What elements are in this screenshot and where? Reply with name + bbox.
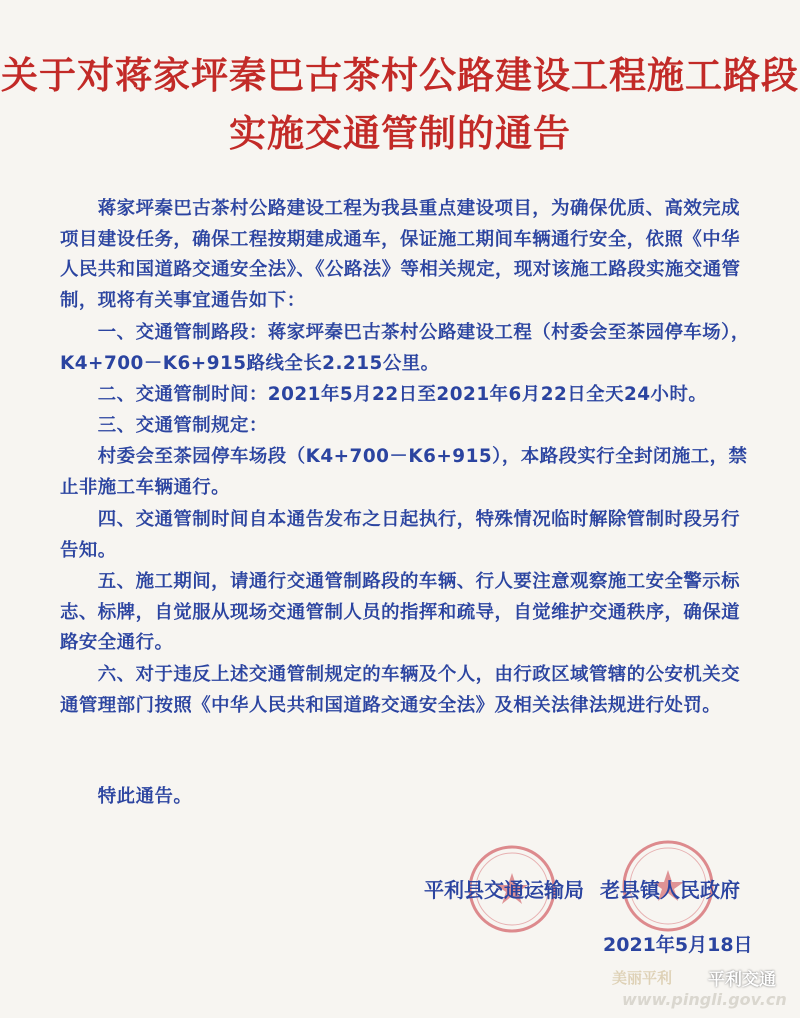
watermark-url: www.pingli.gov.cn [622, 990, 787, 1009]
item4-paragraph: 四、交通管制时间自本通告发布之日起执行，特殊情况临时解除管制时段另行告知。 [60, 509, 741, 561]
signer-transport-bureau: 平利县交通运输局 [424, 878, 584, 902]
page-title-line1: 关于对蒋家坪秦巴古茶村公路建设工程施工路段 [1, 54, 799, 97]
page-title-line2: 实施交通管制的通告 [229, 112, 571, 155]
item5-paragraph: 五、施工期间，请通行交通管制路段的车辆、行人要注意观察施工安全警示标志、标牌，自觉服从现场交通管制人员的指挥和疏导，自觉维护交通秩序，确保道路安全通行。 [60, 571, 741, 654]
item3-paragraph: 村委会至茶园停车场段（K4+700－K6+915），本路段实行全封闭施工，禁止非施工车辆通行。 [60, 446, 748, 498]
item3-title: 三、交通管制规定： [60, 415, 268, 436]
item2-paragraph: 二、交通管制时间：2021年5月22日至2021年6月22日全天24小时。 [60, 384, 708, 405]
watermark-slogan: 美丽平利 [612, 969, 673, 987]
item1-paragraph: 一、交通管制路段：蒋家坪秦巴古茶村公路建设工程（村委会至茶园停车场），K4+700－K6+915路线全长2.215公里。 [60, 322, 750, 374]
signer-town-government: 老县镇人民政府 [600, 878, 740, 902]
intro-paragraph: 蒋家坪秦巴古茶村公路建设工程为我县重点建设项目，为确保优质、高效完成项目建设任务，确保工程按期建成通车，保证施工期间车辆通行安全，依照《中华人民共和国道路交通安全法》、《公路法》等相关规定，现对该施工路段实施交通管制，现将有关事宜通告如下： [60, 198, 741, 311]
issue-date: 2021年5月18日 [603, 934, 753, 956]
closing-paragraph: 特此通告。 [60, 786, 193, 807]
item6-paragraph: 六、对于违反上述交通管制规定的车辆及个人，由行政区域管辖的公安机关交通管理部门按照《中华人民共和国道路交通安全法》及相关法律法规进行处罚。 [60, 664, 741, 716]
watermark-site-name: 平利交通 [708, 970, 776, 990]
